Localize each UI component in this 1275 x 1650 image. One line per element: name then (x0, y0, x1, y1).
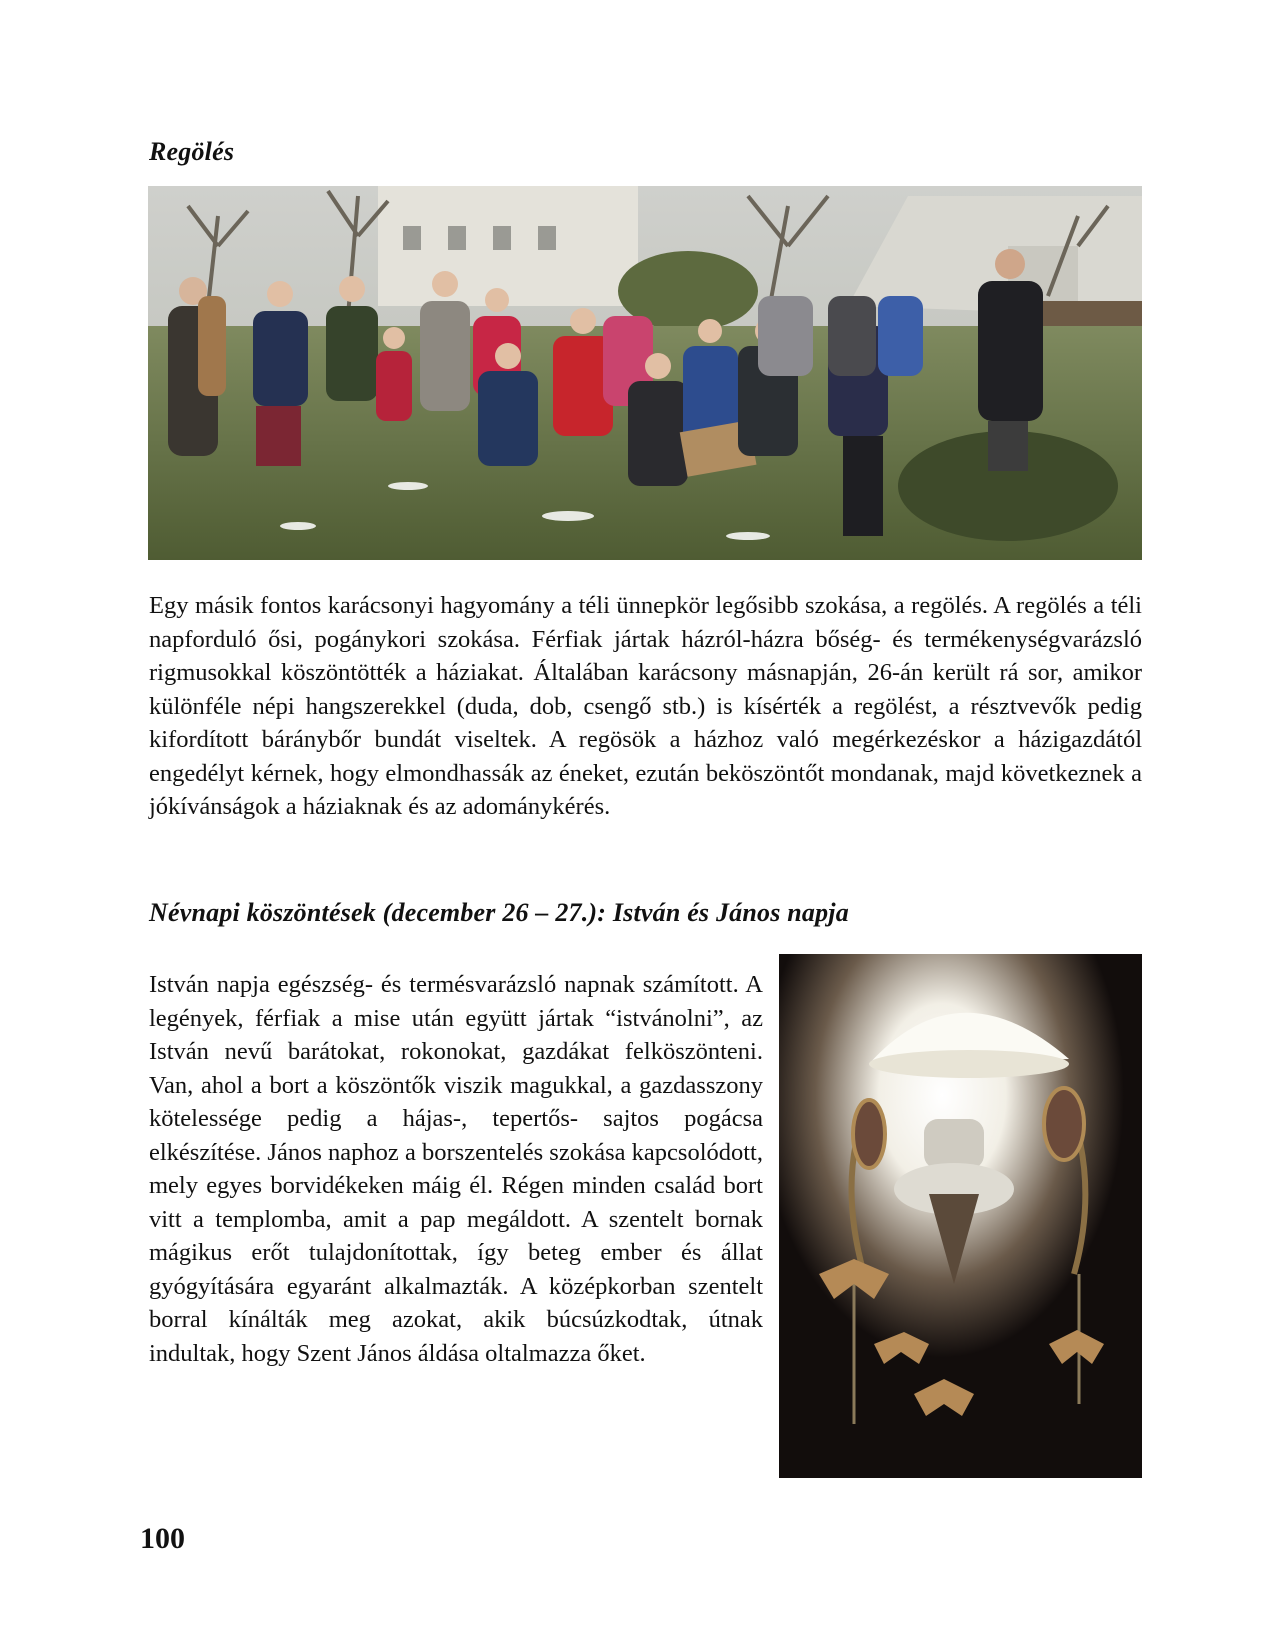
page-number: 100 (140, 1522, 185, 1555)
section-paragraph-regoles: Egy másik fontos karácsonyi hagyomány a téli ünnepkör legősibb szokása, a regölés. A regölés a téli napforduló ősi, pogánykori szokása. Férfiak jártak házról-házra bőség- és termékenységvarázsló rigmusokkal köszöntötték a háziakat. Általában karácsony másnapján, 26-án került rá sor, amikor különféle népi hangszerekkel (duda, dob, csengő stb.) is kísérték a regölést, a résztvevők pedig kifordított báránybőr bundát viseltek. A regösök a házhoz való megérkezéskor a házigazdától engedélyt kérnek, hogy elmondhassák az éneket, ezután beköszöntőt mondanak, majd következnek a jókívánságok a háziaknak és az adománykérés. (149, 592, 1142, 820)
section-heading-regoles: Regölés (149, 137, 235, 166)
section-heading-nevnapi: Névnapi köszöntések (december 26 – 27.): István és János napja (149, 898, 849, 927)
group-photo-illustration (148, 186, 1142, 560)
group-photo (148, 186, 1142, 560)
section-paragraph-nevnapi: István napja egészség- és termésvarázsló napnak számított. A legények, férfiak a mise után együtt jártak “istvánolni”, az István nevű barátokat, rokonokat, gazdákat felköszönteni. Van, ahol a bort a köszöntők viszik magukkal, a gazdasszony kötelessége pedig a hájas-, tepertős- sajtos pogácsa elkészítése. János naphoz a borszentelés szokása kapcsolódott, mely egyes borvidékeken máig él. Régen minden család bort vitt a templomba, amit a pap megáldott. A szentelt bornak mágikus erőt tulajdonítottak, így beteg ember és állat gyógyítására egyaránt alkalmazták. A középkorban szentelt borral kínálták meg azokat, akik búcsúzkodtak, útnak indultak, hogy Szent János áldása oltalmazza őket. (149, 971, 763, 1367)
lamp-photo-illustration (779, 954, 1142, 1478)
lamp-photo (779, 954, 1142, 1478)
